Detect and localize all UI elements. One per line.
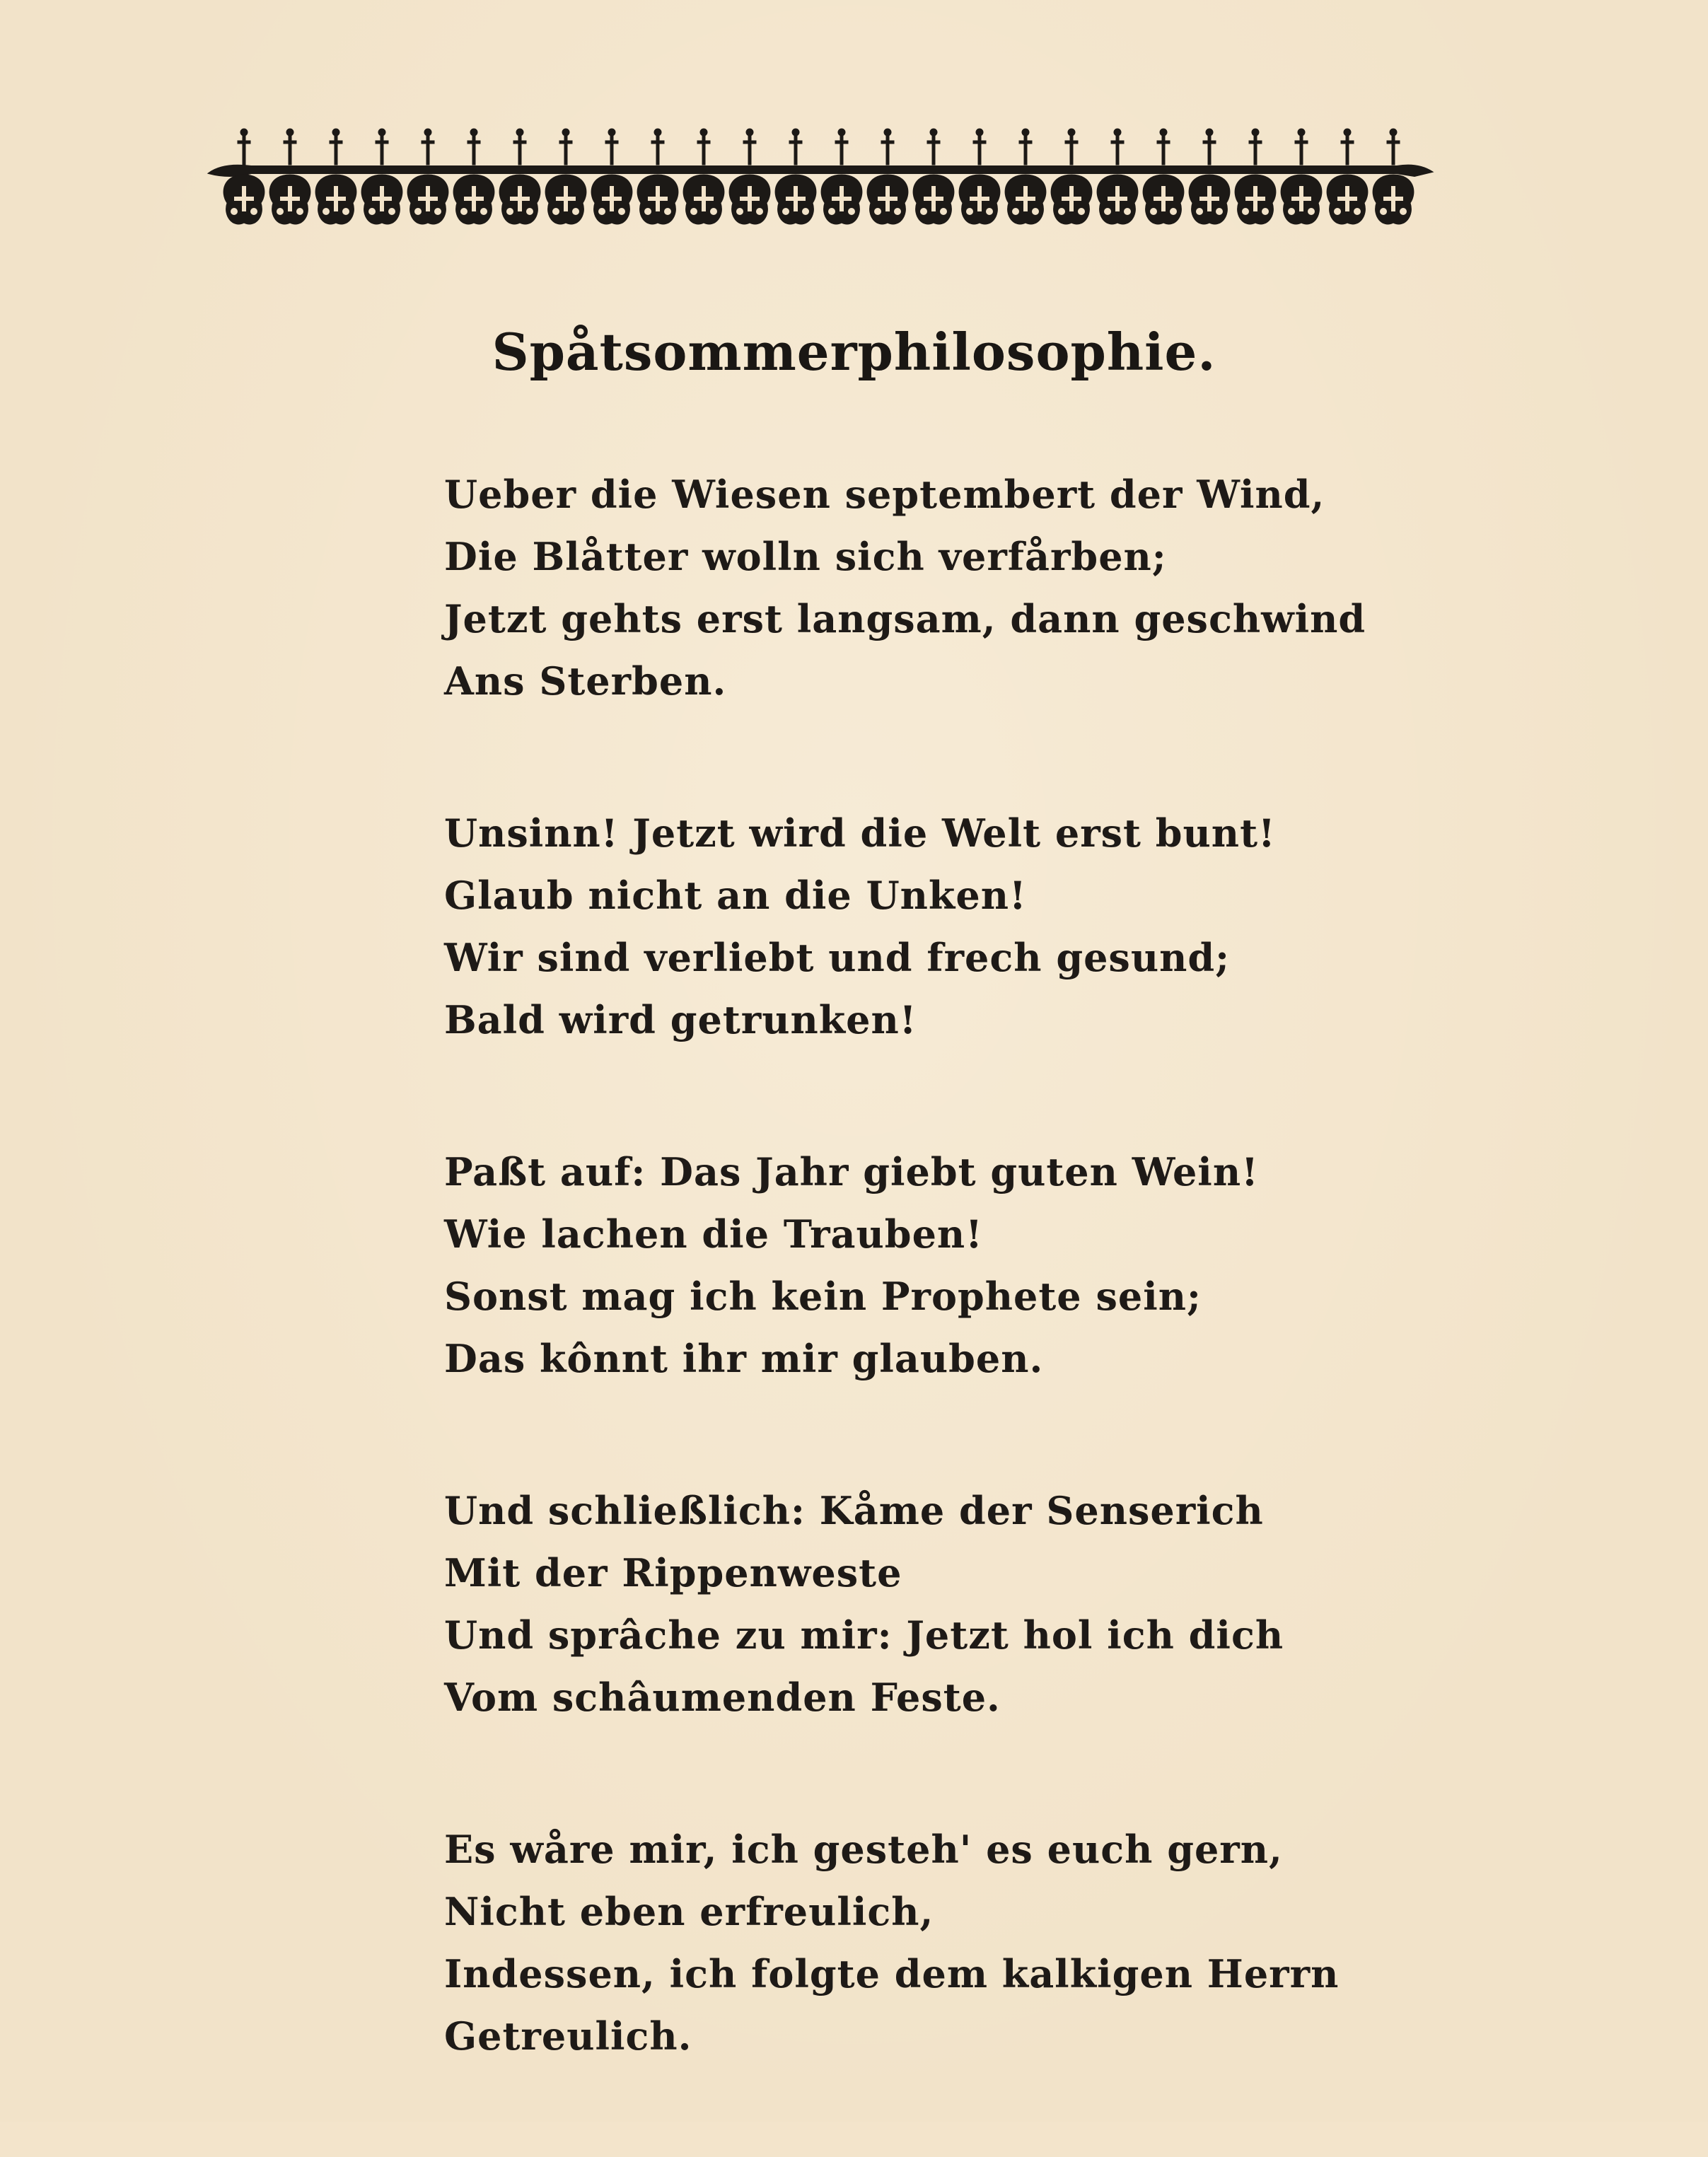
ornament-motif (959, 129, 1000, 224)
poem-title: Spåtsommerphilosophie. (492, 322, 1216, 382)
poem-line: Wie lachen die Trauben! (444, 1211, 983, 1257)
poem-line: Ans Sterben. (444, 658, 727, 704)
ornament-motif (269, 129, 310, 224)
poem-line: Bald wird getrunken! (444, 997, 917, 1042)
ornament-motif (637, 129, 678, 224)
poem-line: Es wåre mir, ich gesteh' es euch gern, (444, 1827, 1283, 1872)
poem-line: Die Blåtter wolln sich verfårben; (444, 534, 1167, 579)
poem-line: Unsinn! Jetzt wird die Welt erst bunt! (444, 810, 1276, 856)
decorative-border-icon (202, 124, 1436, 237)
ornament-motif (867, 129, 908, 224)
ornament-motif (1097, 129, 1138, 224)
poem-line: Jetzt gehts erst langsam, dann geschwind (444, 596, 1366, 641)
stanza (444, 1479, 1293, 1728)
poem-line: Glaub nicht an die Unken! (444, 873, 1027, 918)
poem-line: Ueber die Wiesen septembert der Wind, (444, 472, 1325, 517)
ornament-motif (1281, 129, 1322, 224)
ornament-motif (545, 129, 586, 224)
ornament-motif (591, 129, 632, 224)
ornament-motif (1327, 129, 1368, 224)
ornament-motif (683, 129, 724, 224)
ornament-motif (407, 129, 448, 224)
stanza (444, 1818, 1340, 2067)
poem-line: Getreulich. (444, 2013, 692, 2059)
ornament-motif (453, 129, 494, 224)
ornament-motif (775, 129, 816, 224)
ornament-motif (315, 129, 356, 224)
ornament-rail (209, 165, 1432, 176)
ornament-motif (1005, 129, 1046, 224)
ornament-motif (1143, 129, 1184, 224)
stanza (444, 1141, 1293, 1390)
poem-line: Das kônnt ihr mir glauben. (444, 1336, 1044, 1381)
poem-line: Und sprâche zu mir: Jetzt hol ich dich (444, 1612, 1284, 1658)
poem-line: Indessen, ich folgte dem kalkigen Herrn (444, 1951, 1340, 1996)
poem-line: Sonst mag ich kein Prophete sein; (444, 1274, 1202, 1319)
ornament-motif (1235, 129, 1276, 224)
ornament-motif (729, 129, 770, 224)
ornament-motif (1189, 129, 1230, 224)
ornament-motif (1373, 129, 1414, 224)
ornament-motif (913, 129, 954, 224)
poem-line: Mit der Rippenweste (444, 1550, 902, 1595)
poem-line: Paßt auf: Das Jahr giebt guten Wein! (444, 1149, 1259, 1194)
poem-line: Und schließlich: Kåme der Senserich (444, 1488, 1264, 1533)
ornament-motif (821, 129, 862, 224)
poem-line: Nicht eben erfreulich, (444, 1889, 934, 1934)
poem-line: Wir sind verliebt und frech gesund; (444, 935, 1231, 980)
stanza (444, 802, 1293, 1051)
ornament-motif (499, 129, 540, 224)
ornament-motif (361, 129, 402, 224)
ornament-motif (1051, 129, 1092, 224)
poem-body (444, 463, 1366, 2157)
poem-line: Vom schâumenden Feste. (444, 1675, 1001, 1720)
stanza (444, 463, 1366, 712)
